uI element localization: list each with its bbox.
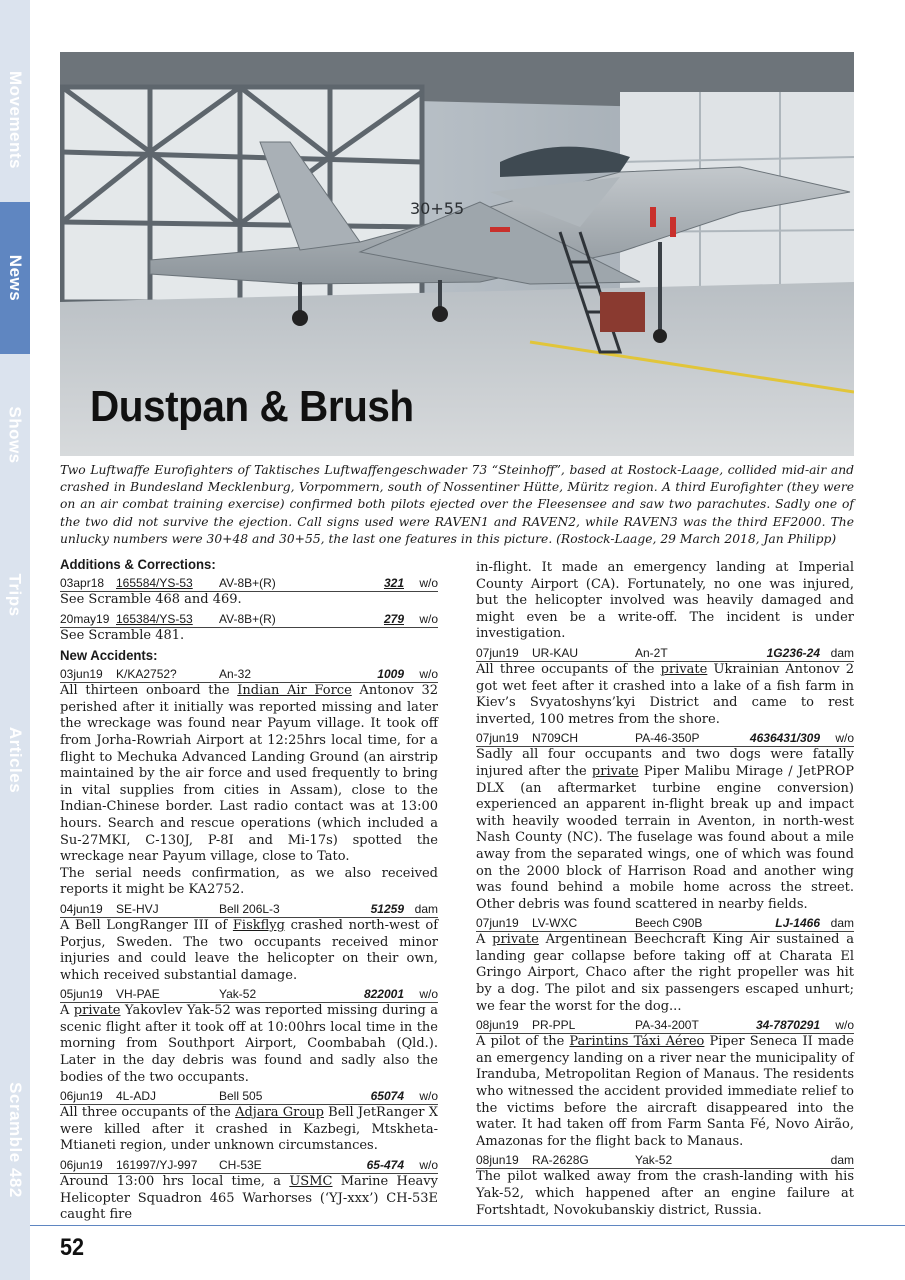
tab-articles[interactable]: Articles xyxy=(6,726,25,794)
accident-entry xyxy=(60,1089,438,1155)
accident-entry xyxy=(60,902,438,984)
entry-text: All three occupants of the private Ukrainian Antonov 2 got wet feet after it crashed into a lake of a fish farm in Kiev’s Svyatoshyns’kyi District and came to rest inverted, 100 metres from the shore. xyxy=(476,661,854,727)
entry-cn: 34-7870291 xyxy=(755,1018,820,1033)
entry-date: 08jun19 xyxy=(476,1153,519,1168)
accident-entry xyxy=(60,1158,438,1224)
entry-date: 05jun19 xyxy=(60,987,103,1002)
accident-entry xyxy=(476,1018,854,1150)
entry-date: 04jun19 xyxy=(60,901,103,916)
right-column xyxy=(476,560,854,1222)
entry-fate: w/o xyxy=(419,667,438,682)
entry-cn: 51259 xyxy=(370,901,404,916)
entry-type: Bell 505 xyxy=(219,1089,263,1104)
entry-fate: w/o xyxy=(835,1018,854,1033)
hero-photo xyxy=(60,52,854,456)
entry-reg: K/KA2752? xyxy=(116,667,177,682)
entry-fate: dam xyxy=(830,1153,854,1168)
entry-date: 08jun19 xyxy=(476,1018,519,1033)
entry-fate: dam xyxy=(414,901,438,916)
entry-reg: LV-WXC xyxy=(532,916,578,931)
entry-date: 06jun19 xyxy=(60,1089,103,1104)
accident-entry xyxy=(476,731,854,913)
entry-type: PA-46-350P xyxy=(635,731,700,746)
entry-reg: SE-HVJ xyxy=(116,901,159,916)
entry-reg: 4L-ADJ xyxy=(116,1089,157,1104)
entry-header xyxy=(60,1089,438,1105)
entry-type: An-32 xyxy=(219,667,252,682)
entry-text: A private Yakovlev Yak-52 was reported missing during a scenic flight after it took off at 10:00hrs local time in the morning from Southport Airport, Coombabah (Qld.). Later in the day debris was found and sadly also the bodies of the two occupants. xyxy=(60,1003,438,1085)
photo-caption: Two Luftwaffe Eurofighters of Taktisches Luftwaffengeschwader 73 “Steinhoff”, based at Rostock-Laage, collided mid-air and crashed in Bundesland Mecklenburg, Vorpommern, south of Nossentiner Hütte, Müritz region. A third Eurofighter (they were on an air combat training exercise) confirmed both pilots ejected over the Fleesensee and saw two parachutes. Sadly one of the two did not survive the ejection. Call signs used were RAVEN1 and RAVEN2, while RAVEN3 was the third EF2000. The unlucky numbers were 30+48 and 30+55, the last one features in this picture. (Rostock-Laage, 29 March 2018, Jan Philipp) xyxy=(60,463,854,546)
accident-entry xyxy=(476,646,854,728)
accident-entry xyxy=(476,916,854,1015)
entry-type: Beech C90B xyxy=(635,916,703,931)
entry-date: 07jun19 xyxy=(476,731,519,746)
operator-link[interactable]: Adjara Group xyxy=(235,1105,324,1121)
page-number: 52 xyxy=(60,1234,85,1261)
entry-fate: w/o xyxy=(419,1158,438,1173)
entry-header xyxy=(476,731,854,747)
entry-fate: dam xyxy=(830,645,854,660)
entry-reg: UR-KAU xyxy=(532,645,579,660)
entry-header xyxy=(476,916,854,932)
accident-entry xyxy=(60,667,438,899)
entry-cn: 65074 xyxy=(370,1089,404,1104)
entry-header xyxy=(476,1153,854,1169)
operator-link[interactable]: private xyxy=(73,1003,121,1019)
accident-list-right xyxy=(476,646,854,1219)
entry-type: Yak-52 xyxy=(635,1153,673,1168)
entry-cn: LJ-1466 xyxy=(775,916,820,931)
tab-movements[interactable]: Movements xyxy=(6,70,25,170)
entry-text: Sadly all four occupants and two dogs were fatally injured after the private Piper Malibu Mirage / JetPROP DLX (an aftermarket turbine engine conversion) experienced an apparent in-flight break up and impact with heavily wooded terrain in Aventon, in north-west Nash County (NC). The fuselage was found about a mile away from the separated wings, one of which was found on the 2000 block of Harrison Road and another wing was found behind a mobile home across the street. Other debris was found scattered in nearby fields. xyxy=(476,747,855,912)
entry-cn: 822001 xyxy=(363,987,404,1002)
operator-link[interactable]: USMC xyxy=(289,1174,333,1190)
entry-reg: N709CH xyxy=(532,731,579,746)
entry-type: Yak-52 xyxy=(219,987,257,1002)
operator-link[interactable]: Fiskflyg xyxy=(232,917,285,933)
entry-type: Bell 206L-3 xyxy=(219,901,280,916)
entry-header xyxy=(476,646,854,662)
entry-text: A pilot of the Parintins Táxi Aéreo Piper Seneca II made an emergency landing on a river near the municipality of Iranduba, Metropolitan Region of Manaus. The residents who witnessed the accident provided immediate relief to the victims before the aircraft disappeared into the water. It had taken off from Farm Santa Fé, Novo Airão, Amazonas for the flight back to Manaus. xyxy=(476,1034,854,1149)
continuation-text: in-flight. It made an emergency landing at Imperial County Airport (CA). Fortunately, no one was injured, but the helicopter involved was heavily damaged and might even be a write-off. The incident is under investigation. xyxy=(476,560,854,642)
aircraft-marking: 30+55 xyxy=(410,199,465,218)
accident-list-left xyxy=(60,667,438,1224)
entry-cn: 1G236-24 xyxy=(766,645,820,660)
entry-type: An-2T xyxy=(635,645,668,660)
entry-cn: 4636431/309 xyxy=(749,731,820,746)
accident-entry xyxy=(60,987,438,1086)
entry-header: 20may19 165384/YS-53 AV-8B+(R) 279 w/o xyxy=(60,611,438,626)
operator-link[interactable]: private xyxy=(591,763,639,779)
entry-fate: w/o xyxy=(835,731,854,746)
operator-link[interactable]: private xyxy=(660,661,708,677)
entry-text: A Bell LongRanger III of Fiskflyg crashed north-west of Porjus, Sweden. The two occupants received minor injuries and could leave the helicopter on their own, which received substantial damage. xyxy=(60,917,439,983)
entry-text: Around 13:00 hrs local time, a USMC Marine Heavy Helicopter Squadron 465 Warhorses (‘YJ-xxx’) CH-53E caught fire xyxy=(60,1174,438,1223)
entry-text: See Scramble 481. xyxy=(60,627,185,643)
entry-fate: dam xyxy=(830,916,854,931)
additions-heading: Additions & Corrections: xyxy=(60,556,216,572)
entry-text: All three occupants of the Adjara Group Bell JetRanger X were killed after it crashed in Kazbegi, Mtskheta-Mtianeti region, under unknown circumstances. xyxy=(60,1105,438,1154)
accident-entry xyxy=(476,1153,854,1219)
entry-type: PA-34-200T xyxy=(635,1018,699,1033)
left-column xyxy=(60,556,438,1227)
entry-reg: 161997/YJ-997 xyxy=(116,1158,198,1173)
entry-reg: VH-PAE xyxy=(116,987,160,1002)
entry-date: 06jun19 xyxy=(60,1158,103,1173)
entry-text: See Scramble 468 and 469. xyxy=(60,592,242,607)
entry-fate: w/o xyxy=(419,1089,438,1104)
operator-link[interactable]: private xyxy=(492,932,539,948)
entry-text: A private Argentinean Beechcraft King Air sustained a landing gear collapse before taking off at Charata El Gringo Airport, Chaco after the right propeller was hit by a dog. The pilot and six passengers escaped unhurt; we fear the worst for the dog... xyxy=(476,932,854,1014)
entry-date: 07jun19 xyxy=(476,645,519,660)
entry-header xyxy=(60,667,438,683)
tab-trips[interactable]: Trips xyxy=(6,573,25,617)
entry-note: The serial needs confirmation, as we also received reports it might be KA2752. xyxy=(60,865,438,898)
section-tab-strip xyxy=(0,0,30,1280)
entry-cn: 65-474 xyxy=(366,1158,404,1173)
entry-type: CH-53E xyxy=(219,1158,262,1173)
entry-header xyxy=(476,1018,854,1034)
tab-news[interactable]: News xyxy=(0,202,30,354)
entry-date: 07jun19 xyxy=(476,916,519,931)
operator-link[interactable]: Indian Air Force xyxy=(237,683,352,699)
entry-header xyxy=(60,1158,438,1174)
entry-fate: w/o xyxy=(419,987,438,1002)
entry-reg: RA-2628G xyxy=(532,1153,589,1168)
tab-shows[interactable]: Shows xyxy=(6,406,26,464)
footer-divider xyxy=(30,1225,905,1226)
entry-text: The pilot walked away from the crash-landing with his Yak-52, which happened after an engine failure at Fortshtadt, Novokubanskiy district, Russia. xyxy=(476,1169,854,1218)
new-accidents-heading: New Accidents: xyxy=(60,647,158,664)
entry-cn: 1009 xyxy=(377,667,404,682)
entry-date: 03jun19 xyxy=(60,667,103,682)
entry-reg: PR-PPL xyxy=(532,1018,576,1033)
operator-link[interactable]: Parintins Táxi Aéreo xyxy=(569,1034,705,1050)
entry-header xyxy=(60,902,438,918)
article-title: Dustpan & Brush xyxy=(90,382,414,431)
tab-scramble-issue[interactable]: Scramble 482 xyxy=(6,1082,26,1198)
entry-header xyxy=(60,987,438,1003)
entry-text: All thirteen onboard the Indian Air Force Antonov 32 perished after it initially was reported missing and later the wreckage was found near Payum village. It took off from Jorha-Rowriah Airport at 12:25hrs local time, for a flight to Mechuka Advanced Landing Ground (an airstrip maintained by the air force and used frequently to bring in vital supplies from cities in Assam), close to the Indian-Chinese border. Last radio contact was at 13:00 hours. Search and rescue operations (which included a Su-27MKI, C-130J, P-8I and Mi-17s) spotted the wreckage near Payum village, close to Tato. xyxy=(60,683,438,865)
entry-header: 03apr18 165584/YS-53 AV-8B+(R) 321 w/o xyxy=(60,576,438,590)
